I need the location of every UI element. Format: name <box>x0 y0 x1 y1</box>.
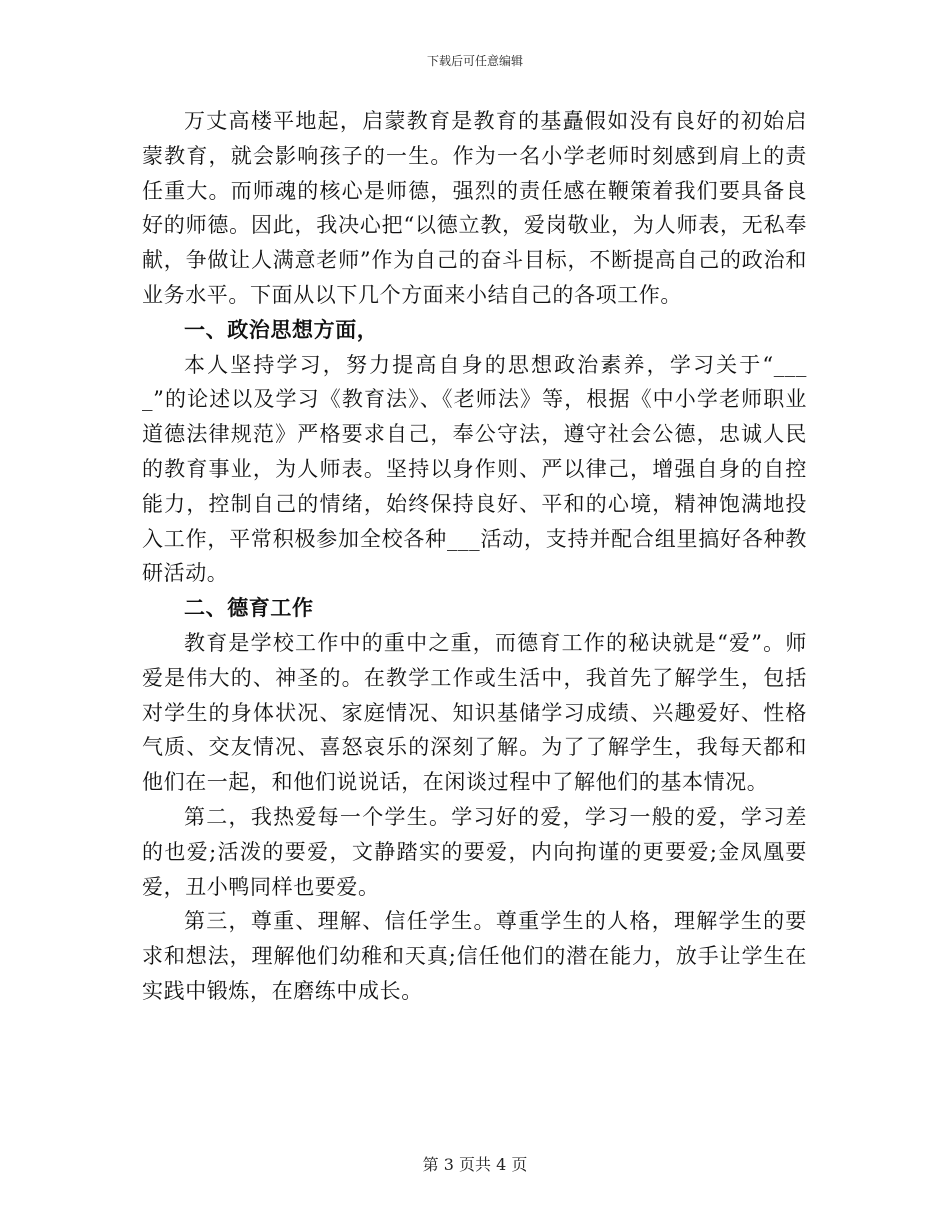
page-number: 第 3 页共 4 页 <box>422 1155 528 1174</box>
paragraph-intro: 万丈高楼平地起，启蒙教育是教育的基矗假如没有良好的初始启蒙教育，就会影响孩子的一生。作为一名小学老师时刻感到肩上的责任重大。而师魂的核心是师德，强烈的责任感在鞭策着我们要具备良好的师德。因此，我决心把“以德立教，爱岗敬业，为人师表，无私奉献，争做让人满意老师”作为自己的奋斗目标，不断提高自己的政治和业务水平。下面从以下几个方面来小结自己的各项工作。 <box>142 109 807 307</box>
section-heading-political: 一、政治思想方面， <box>184 316 379 342</box>
paragraph-love-students: 第二，我热爱每一个学生。学习好的爱，学习一般的爱，学习差的也爱;活泼的要爱，文静踏实的要爱，内向拘谨的更要爱;金凤凰要爱，丑小鸭同样也要爱。 <box>142 804 807 899</box>
paragraph-political: 本人坚持学习，努力提高自身的思想政治素养，学习关于“____”的论述以及学习《教育法》、《老师法》等，根据《中小学老师职业道德法律规范》严格要求自己，奉公守法，遵守社会公德，忠诚人民的教育事业，为人师表。坚持以身作则、严以律己，增强自身的自控能力，控制自己的情绪，始终保持良好、平和的心境，精神饱满地投入工作，平常积极参加全校各种___活动，支持并配合组里搞好各种教研活动。 <box>142 352 807 586</box>
page-header: 下载后可任意编辑 <box>426 54 523 68</box>
section-heading-moral: 二、德育工作 <box>184 595 314 621</box>
paragraph-moral: 教育是学校工作中的重中之重，而德育工作的秘诀就是“爱”。师爱是伟大的、神圣的。在教学工作或生活中，我首先了解学生，包括对学生的身体状况、家庭情况、知识基储学习成绩、兴趣爱好、性格气质、交友情况、喜怒哀乐的深刻了解。为了了解学生，我每天都和他们在一起，和他们说说话，在闲谈过程中了解他们的基本情况。 <box>142 630 807 795</box>
paragraph-respect-students: 第三，尊重、理解、信任学生。尊重学生的人格，理解学生的要求和想法，理解他们幼稚和天真;信任他们的潜在能力，放手让学生在实践中锻炼，在磨练中成长。 <box>142 909 807 1003</box>
document-body <box>142 104 807 1009</box>
